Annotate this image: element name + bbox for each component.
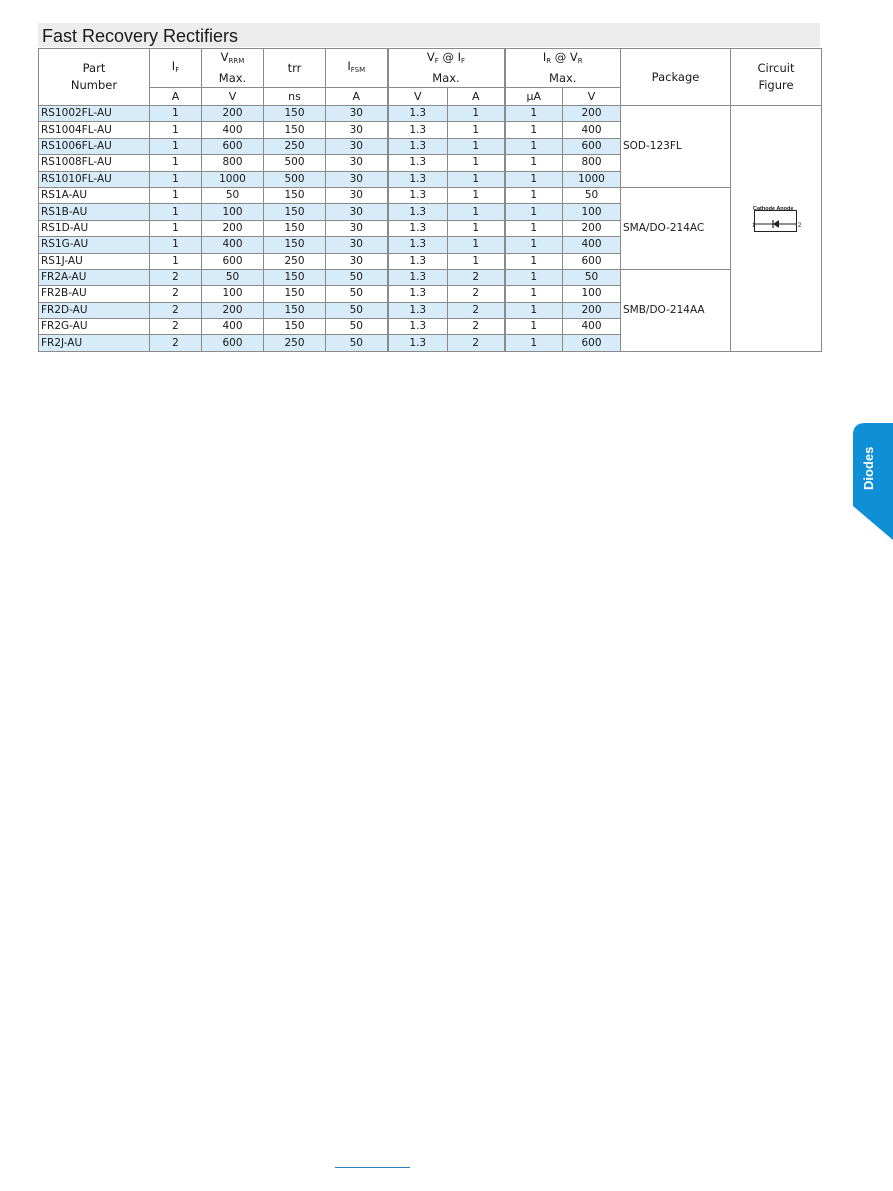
value-cell: 1.3 [388,204,448,220]
value-cell: 1 [448,237,505,253]
value-cell: 150 [264,204,326,220]
value-cell: 400 [202,122,264,138]
part-number-cell: RS1B-AU [39,204,150,220]
value-cell: 150 [264,187,326,203]
value-cell: 600 [202,335,264,351]
value-cell: 1 [505,335,563,351]
title-bar [38,23,820,47]
value-cell: 150 [264,122,326,138]
part-number-cell: RS1002FL-AU [39,106,150,122]
header-package: Package [621,49,731,106]
value-cell: 1 [505,138,563,154]
value-cell: 150 [264,319,326,335]
value-cell: 400 [563,237,621,253]
value-cell: 30 [326,204,388,220]
value-cell: 1.3 [388,237,448,253]
part-number-cell: RS1G-AU [39,237,150,253]
footer-line [335,1167,410,1168]
value-cell: 50 [326,335,388,351]
value-cell: 800 [563,155,621,171]
value-cell: 100 [563,286,621,302]
value-cell: 2 [150,286,202,302]
value-cell: 1.3 [388,171,448,187]
value-cell: 1 [505,220,563,236]
value-cell: 200 [202,302,264,318]
value-cell: 600 [563,335,621,351]
value-cell: 50 [326,319,388,335]
value-cell: 30 [326,138,388,154]
value-cell: 800 [202,155,264,171]
value-cell: 1 [150,155,202,171]
value-cell: 600 [563,138,621,154]
value-cell: 1 [448,138,505,154]
value-cell: 200 [563,302,621,318]
value-cell: 1 [448,204,505,220]
circuit-figure-cell [731,106,822,352]
rectifier-spec-table [38,48,822,352]
unit-cell: V [202,88,264,106]
value-cell: 1.3 [388,286,448,302]
value-cell: 1.3 [388,155,448,171]
package-cell: SMB/DO-214AA [621,269,731,351]
table-row [39,269,822,285]
value-cell: 200 [563,220,621,236]
diodes-section-tab[interactable] [853,423,893,540]
value-cell: 250 [264,138,326,154]
value-cell: 2 [448,335,505,351]
value-cell: 1 [505,122,563,138]
unit-cell: A [448,88,505,106]
value-cell: 1.3 [388,138,448,154]
value-cell: 1 [505,171,563,187]
value-cell: 1 [505,106,563,122]
header-if: $I_F$ [150,49,202,88]
value-cell: 100 [202,204,264,220]
value-cell: 1 [150,187,202,203]
value-cell: 600 [202,253,264,269]
value-cell: 50 [326,302,388,318]
package-cell: SOD-123FL [621,106,731,188]
value-cell: 1 [150,237,202,253]
part-number-cell: FR2B-AU [39,286,150,302]
table-row [39,106,822,122]
part-number-cell: RS1010FL-AU [39,171,150,187]
value-cell: 100 [563,204,621,220]
part-number-cell: FR2G-AU [39,319,150,335]
unit-cell: V [388,88,448,106]
value-cell: 1 [150,138,202,154]
value-cell: 1.3 [388,253,448,269]
value-cell: 1.3 [388,269,448,285]
pin-2-label: 2 [798,223,802,229]
header-vrrm: $V_{RRM}$ Max. [202,49,264,88]
value-cell: 1.3 [388,319,448,335]
value-cell: 1 [150,253,202,269]
value-cell: 1 [505,286,563,302]
value-cell: 1000 [202,171,264,187]
value-cell: 150 [264,220,326,236]
value-cell: 1 [448,122,505,138]
value-cell: 600 [563,253,621,269]
value-cell: 30 [326,187,388,203]
value-cell: 50 [563,187,621,203]
value-cell: 1.3 [388,122,448,138]
value-cell: 2 [150,319,202,335]
value-cell: 1.3 [388,187,448,203]
value-cell: 1 [150,220,202,236]
value-cell: 400 [563,122,621,138]
value-cell: 150 [264,286,326,302]
circuit-figure [731,202,821,302]
value-cell: 1 [150,122,202,138]
part-number-cell: RS1008FL-AU [39,155,150,171]
part-number-cell: FR2A-AU [39,269,150,285]
value-cell: 1 [448,220,505,236]
part-number-cell: RS1006FL-AU [39,138,150,154]
value-cell: 50 [202,269,264,285]
value-cell: 1.3 [388,220,448,236]
value-cell: 1 [448,155,505,171]
value-cell: 30 [326,122,388,138]
value-cell: 1 [505,187,563,203]
value-cell: 1 [505,269,563,285]
value-cell: 1 [448,253,505,269]
table-row [39,187,822,203]
value-cell: 30 [326,253,388,269]
value-cell: 1.3 [388,302,448,318]
unit-cell: A [326,88,388,106]
value-cell: 250 [264,335,326,351]
value-cell: 500 [264,171,326,187]
value-cell: 50 [326,269,388,285]
value-cell: 1 [505,253,563,269]
unit-cell: A [150,88,202,106]
value-cell: 1.3 [388,106,448,122]
value-cell: 1 [150,106,202,122]
value-cell: 1 [150,171,202,187]
page-title: Fast Recovery Rectifiers [42,26,239,46]
value-cell: 30 [326,155,388,171]
value-cell: 30 [326,106,388,122]
value-cell: 2 [150,302,202,318]
value-cell: 1.3 [388,335,448,351]
part-number-cell: FR2J-AU [39,335,150,351]
value-cell: 1 [448,187,505,203]
part-number-cell: RS1A-AU [39,187,150,203]
value-cell: 1 [448,171,505,187]
value-cell: 2 [150,335,202,351]
value-cell: 400 [563,319,621,335]
value-cell: 150 [264,237,326,253]
header-ifsm: $I_{FSM}$ [326,49,388,88]
table-body [39,106,822,352]
value-cell: 250 [264,253,326,269]
value-cell: 1 [505,204,563,220]
package-cell: SMA/DO-214AC [621,187,731,269]
value-cell: 400 [202,319,264,335]
header-ir: $I_R$ @ $V_R$ Max. [505,49,621,88]
value-cell: 150 [264,106,326,122]
part-number-cell: RS1D-AU [39,220,150,236]
value-cell: 30 [326,220,388,236]
circuit-label: Cathode Anode [753,206,794,212]
value-cell: 200 [202,220,264,236]
value-cell: 150 [264,302,326,318]
value-cell: 30 [326,171,388,187]
value-cell: 1 [505,155,563,171]
header-circuit-figure: Circuit Figure [731,49,822,106]
pin-1-label: 1 [752,223,756,229]
value-cell: 1 [150,204,202,220]
value-cell: 100 [202,286,264,302]
value-cell: 1 [505,319,563,335]
part-number-cell: FR2D-AU [39,302,150,318]
value-cell: 1 [505,237,563,253]
part-number-cell: RS1004FL-AU [39,122,150,138]
value-cell: 1 [505,302,563,318]
diode-symbol-icon [754,210,798,236]
part-number-cell: RS1J-AU [39,253,150,269]
value-cell: 1000 [563,171,621,187]
value-cell: 2 [448,269,505,285]
header-vf: $V_F$ @ $I_F$ Max. [388,49,505,88]
value-cell: 2 [448,302,505,318]
value-cell: 50 [202,187,264,203]
value-cell: 400 [202,237,264,253]
value-cell: 200 [202,106,264,122]
header-trr: trr [264,49,326,88]
value-cell: 1 [448,106,505,122]
value-cell: 600 [202,138,264,154]
value-cell: 150 [264,269,326,285]
value-cell: 500 [264,155,326,171]
value-cell: 50 [326,286,388,302]
side-tab-label: Diodes [861,446,876,490]
value-cell: 30 [326,237,388,253]
value-cell: 2 [448,319,505,335]
value-cell: 50 [563,269,621,285]
value-cell: 2 [448,286,505,302]
header-part-number: Part Number [39,49,150,106]
value-cell: 200 [563,106,621,122]
unit-cell: V [563,88,621,106]
value-cell: 2 [150,269,202,285]
unit-cell: μA [505,88,563,106]
unit-cell: ns [264,88,326,106]
